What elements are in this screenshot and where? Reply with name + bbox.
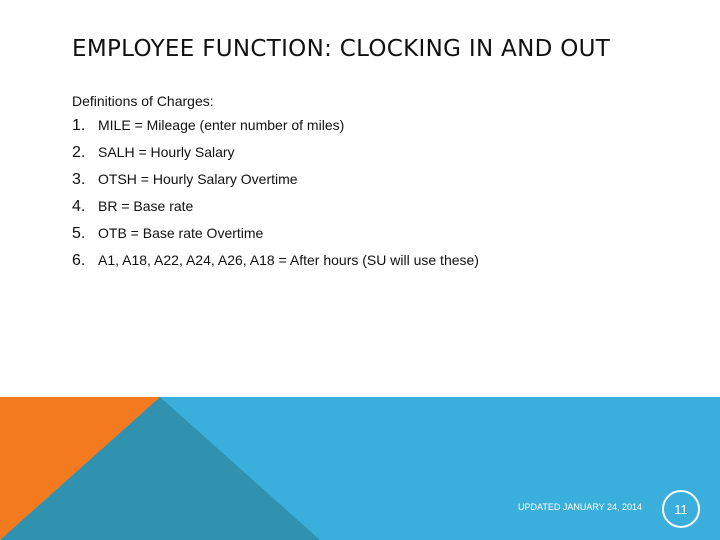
list-item-text: OTSH = Hourly Salary Overtime bbox=[98, 171, 298, 187]
list-item-number: 2. bbox=[72, 144, 86, 161]
updated-date: UPDATED JANUARY 24, 2014 bbox=[518, 502, 643, 512]
slide-title: EMPLOYEE FUNCTION: CLOCKING IN AND OUT bbox=[72, 36, 611, 62]
list-item-number: 1. bbox=[72, 117, 86, 134]
list-item-number: 3. bbox=[72, 171, 86, 188]
list-item-text: OTB = Base rate Overtime bbox=[98, 225, 264, 241]
list-item-number: 4. bbox=[72, 198, 86, 215]
list-item-text: A1, A18, A22, A24, A26, A18 = After hours (SU will use these) bbox=[98, 252, 479, 268]
definitions-heading: Definitions of Charges: bbox=[72, 93, 214, 109]
list-item-text: MILE = Mileage (enter number of miles) bbox=[98, 117, 345, 133]
page-number: 11 bbox=[674, 501, 688, 517]
page-number-badge bbox=[662, 490, 700, 528]
list-item-number: 6. bbox=[72, 252, 86, 269]
list-item-number: 5. bbox=[72, 225, 86, 242]
list-item-text: BR = Base rate bbox=[98, 198, 194, 214]
list-item-text: SALH = Hourly Salary bbox=[98, 144, 235, 160]
